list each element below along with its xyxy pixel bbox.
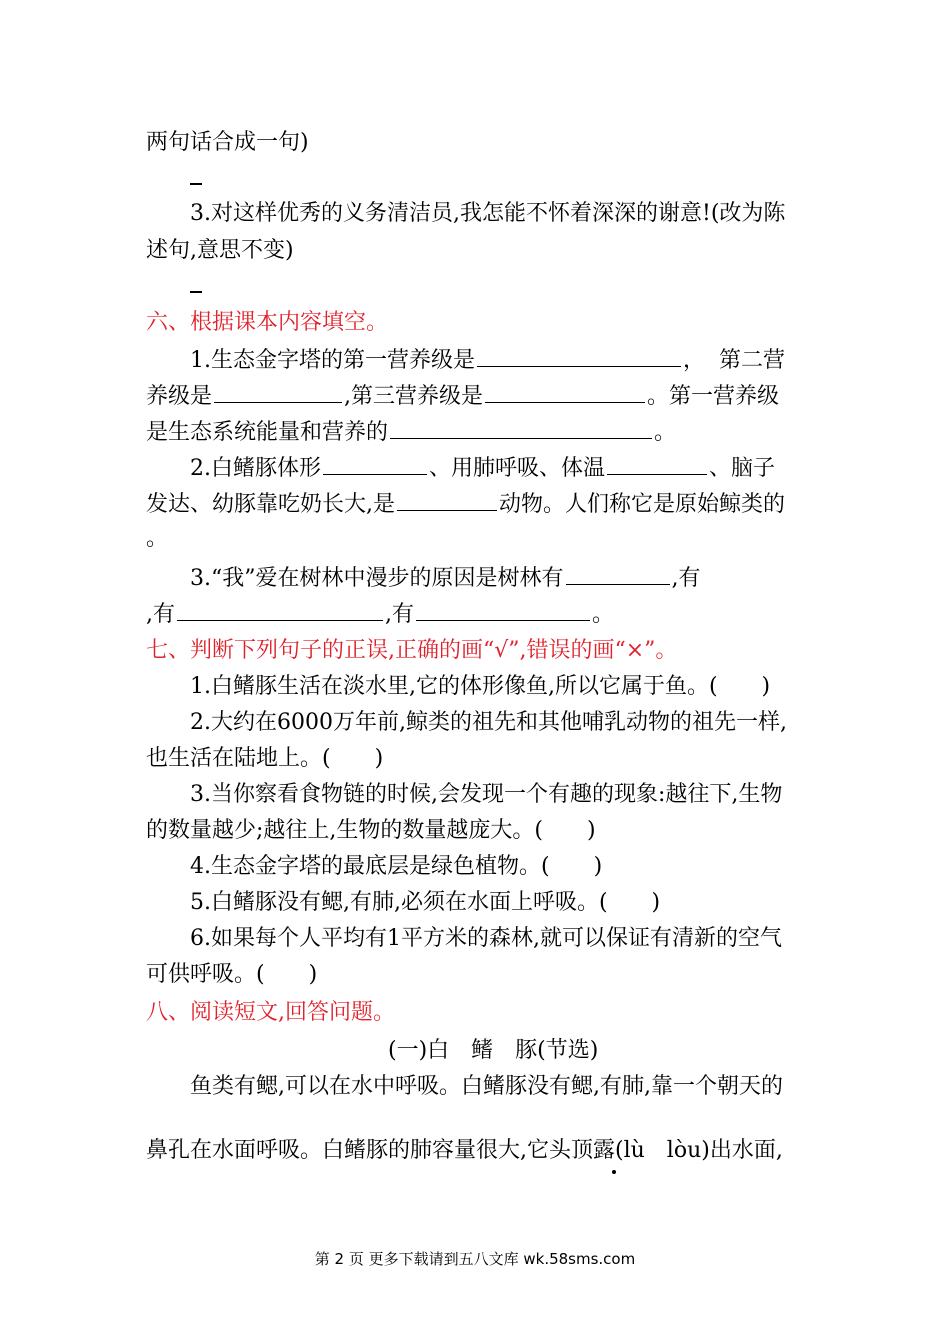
question-text: 养级是 (146, 384, 213, 409)
question-line (190, 344, 785, 376)
page-footer: 第 2 页 更多下载请到五八文库 wk.58sms.com (314, 1250, 636, 1268)
section-heading: 六、根据课本内容填空。 (146, 310, 389, 335)
answer-blank (485, 380, 645, 403)
question-text: 、用肺呼吸、体温 (429, 456, 606, 481)
question-line (146, 488, 785, 520)
question-line (146, 380, 779, 412)
answer-blank (607, 452, 707, 475)
answer-blank (397, 488, 497, 511)
text-line: 述句,意思不变) (146, 238, 294, 263)
question-text: 、脑子 (709, 456, 776, 481)
list-item: 6.如果每个人平均有1平方米的森林,就可以保证有清新的空气 (190, 926, 782, 951)
list-item: 4.生态金字塔的最底层是绿色植物。( ) (190, 854, 603, 879)
answer-blank (214, 380, 342, 403)
question-text: 。第一营养级 (647, 384, 780, 409)
list-item: 可供呼吸。( ) (146, 962, 318, 987)
list-item: 5.白鳍豚没有鳃,有肺,必须在水面上呼吸。( ) (190, 890, 661, 915)
question-text: 是生态系统能量和营养的 (146, 420, 389, 445)
list-item: 3.当你察看食物链的时候,会发现一个有趣的现象:越往下,生物 (190, 782, 783, 807)
text-line: 。 (146, 526, 169, 551)
question-text: 。 (592, 602, 615, 627)
text-line: 两句话合成一句) (146, 130, 309, 155)
paragraph-line: 鼻孔在水面呼吸。白鳍豚的肺容量很大,它头顶露(lù lòu)出水面, (146, 1138, 783, 1163)
list-item: 1.白鳍豚生活在淡水里,它的体形像鱼,所以它属于鱼。( ) (190, 674, 771, 699)
section-heading: 八、阅读短文,回答问题。 (146, 1000, 395, 1025)
question-text: 发达、幼豚靠吃奶长大,是 (146, 492, 395, 517)
answer-blank (177, 598, 383, 621)
section-heading: 七、判断下列句子的正误,正确的画“√”,错误的画“×”。 (146, 638, 678, 663)
question-text: 1.生态金字塔的第一营养级是 (190, 348, 475, 373)
question-text: ,第三营养级是 (344, 384, 484, 409)
question-line (146, 598, 614, 630)
answer-blank (477, 344, 681, 367)
question-line (190, 452, 775, 484)
paragraph-line: 鱼类有鳃,可以在水中呼吸。白鳍豚没有鳃,有肺,靠一个朝天的 (190, 1074, 783, 1099)
list-item: 也生活在陆地上。( ) (146, 746, 384, 771)
question-text: ,有 (146, 602, 175, 627)
question-text: 。 (654, 420, 677, 445)
emphasis-dot (612, 1170, 616, 1174)
question-text: 2.白鳍豚体形 (190, 456, 321, 481)
answer-blank (323, 452, 427, 475)
question-text: ， 第二营 (683, 348, 785, 373)
passage-title: (一)白 鳍 豚(节选) (388, 1038, 599, 1063)
list-item: 2.大约在6000万年前,鲸类的祖先和其他哺乳动物的祖先一样, (190, 710, 787, 735)
question-text: ,有 (385, 602, 414, 627)
answer-blank (416, 598, 590, 621)
question-line (146, 416, 676, 448)
answer-blank (190, 291, 202, 293)
answer-blank (390, 416, 652, 439)
question-text: ,有 (671, 566, 701, 591)
question-text: 动物。人们称它是原始鲸类的 (499, 492, 786, 517)
question-line (190, 562, 701, 594)
text-line: 3.对这样优秀的义务清洁员,我怎能不怀着深深的谢意!(改为陈 (190, 201, 786, 226)
answer-blank (566, 562, 670, 585)
question-text: 3.“我”爱在树林中漫步的原因是树林有 (190, 566, 564, 591)
list-item: 的数量越少;越往上,生物的数量越庞大。( ) (146, 818, 596, 843)
answer-blank (190, 183, 202, 185)
